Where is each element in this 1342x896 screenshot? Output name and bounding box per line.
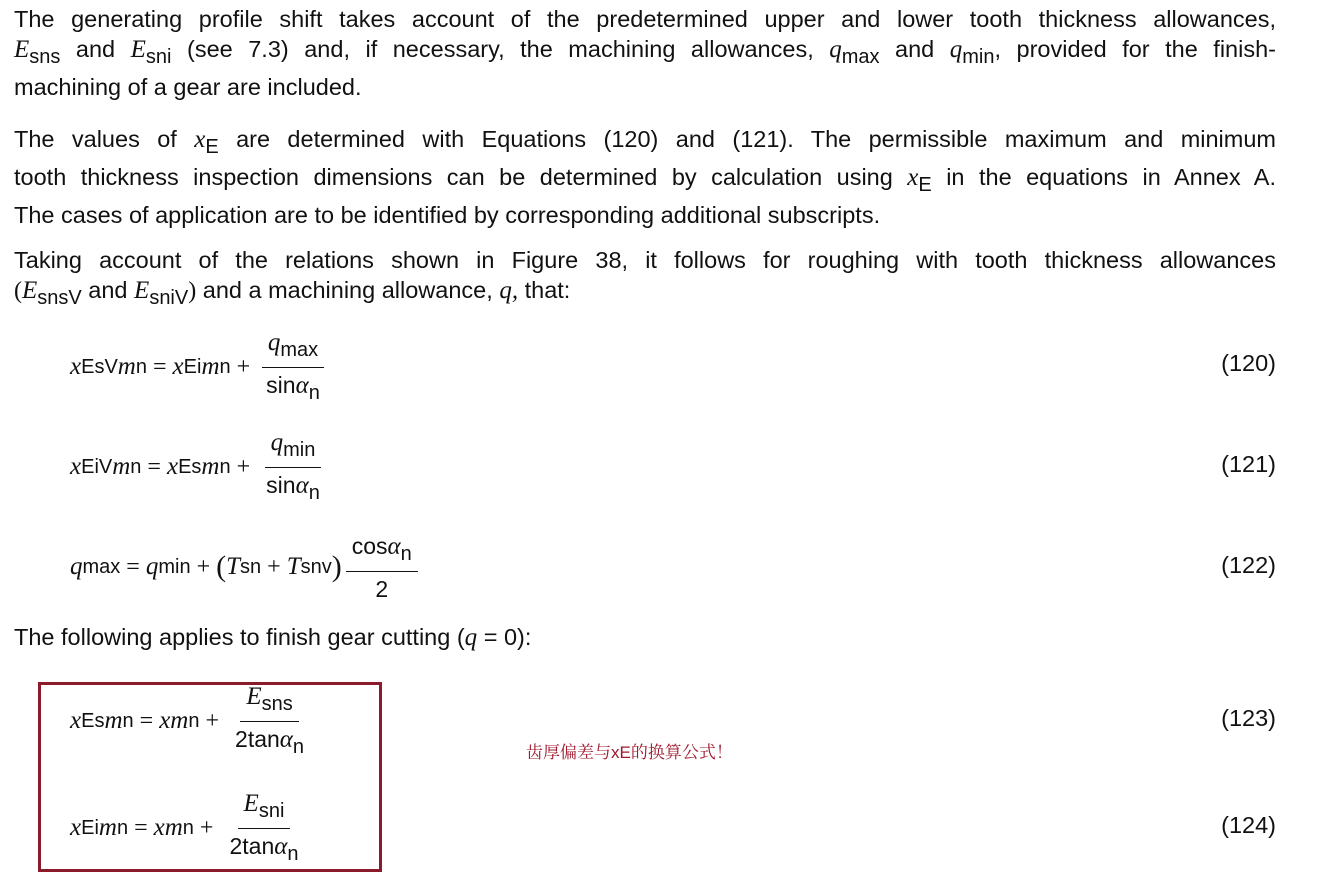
fraction: $\frac{\cos\alpha n}{2}$ xyxy=(346,531,418,604)
para2-line2: tooth thickness inspection dimensions can be determined by calculation using xE in the equations in Annex A. xyxy=(14,164,1276,196)
equation-122: q max = q min + ( T sn + T snv ) $\frac{\cos\alpha n}{2}$ xyxy=(70,532,422,602)
para3-line1: Taking account of the relations shown in Figure 38, it follows for roughing with tooth thickness allowances xyxy=(14,247,1276,273)
fraction: $\frac{\text{Esns}}{2\tan\alpha n}$ xyxy=(235,682,305,758)
paragraph-profile-shift xyxy=(14,4,1276,102)
paragraph-finish-cutting: The following applies to finish gear cutting (q = 0): xyxy=(14,624,532,651)
fraction: $\frac{\text{Esni}}{2\tan\alpha n}$ xyxy=(229,789,299,865)
para3-line2: (EsnsV and EsniV) and a machining allowance, q, that: xyxy=(14,277,571,309)
equation-number-120: (120) xyxy=(1221,350,1276,376)
equation-number-124: (124) xyxy=(1221,812,1276,838)
equation-number-123: (123) xyxy=(1221,705,1276,731)
para2-line3: The cases of application are to be identified by corresponding additional subscripts. xyxy=(14,202,881,228)
paragraph-values-xe xyxy=(14,124,1276,230)
equation-120: x EsV m n = x Ei m n + $\frac{qmax}{\sin\alpha n}$ xyxy=(70,332,330,402)
annotation-note: 齿厚偏差与xE的换算公式！ xyxy=(526,743,733,762)
para1-line1: The generating profile shift takes account of the predetermined upper and lower tooth thickness allowances, xyxy=(14,6,1276,32)
equation-124: x Ei m n = xm n + $\frac{\text{Esni}}{2\tan\alpha n}$ xyxy=(70,793,309,863)
equation-123: x Es m n = xm n + $\frac{\text{Esns}}{2\tan\alpha n}$ xyxy=(70,686,314,756)
equation-121: x EiV m n = x Es m n + $\frac{qmin}{\sin\alpha n}$ xyxy=(70,432,330,502)
fraction: $\frac{qmax}{\sin\alpha n}$ xyxy=(260,327,326,408)
fraction: $\frac{qmin}{\sin\alpha n}$ xyxy=(266,428,320,504)
para1-line3: machining of a gear are included. xyxy=(14,74,362,100)
paragraph-roughing xyxy=(14,245,1276,313)
equation-number-121: (121) xyxy=(1221,451,1276,477)
equation-number-122: (122) xyxy=(1221,552,1276,578)
para2-line1: The values of xE are determined with Equations (120) and (121). The permissible maximum and minimum xyxy=(14,126,1277,158)
para1-line2: Esns and Esni (see 7.3) and, if necessary, the machining allowances, qmax and qmin, provided for the finish- xyxy=(14,36,1276,68)
